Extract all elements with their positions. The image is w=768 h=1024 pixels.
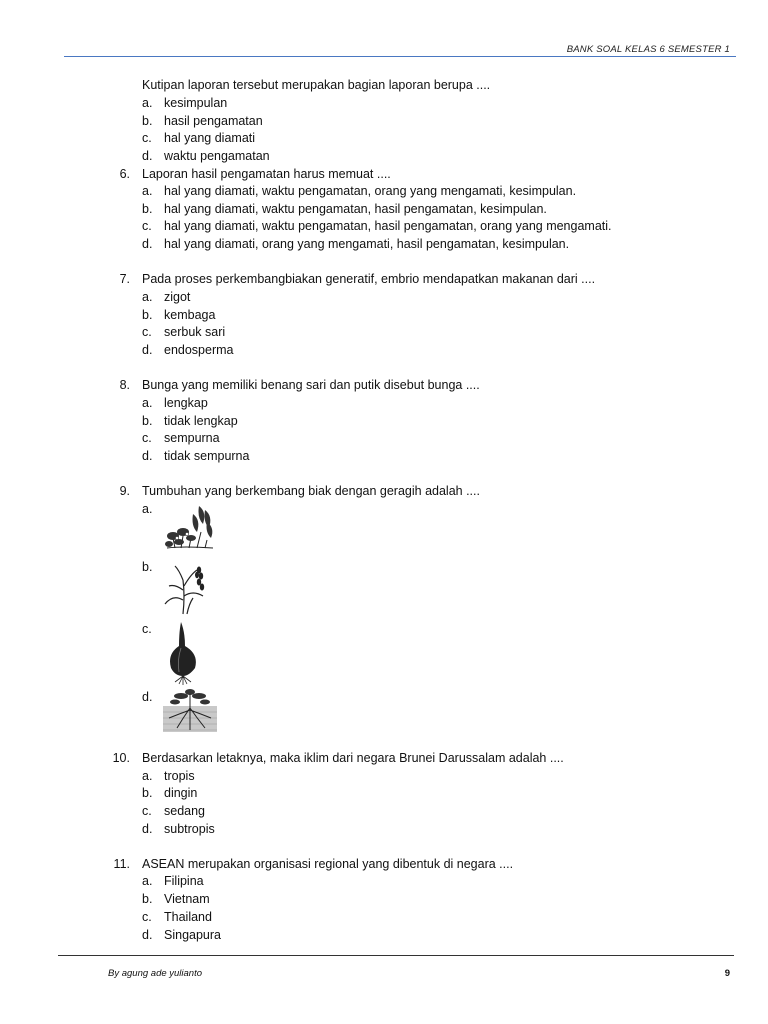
- intro-option-d: waktu pengamatan: [164, 149, 270, 163]
- intro-option-a: kesimpulan: [164, 96, 228, 110]
- question-6-option-c: hal yang diamati, waktu pengamatan, hasil pengamatan, orang yang mengamati.: [164, 219, 612, 233]
- question-8-option-d: tidak sempurna: [164, 449, 250, 463]
- question-9-number: 9.: [119, 484, 130, 498]
- footer-author: By agung ade yulianto: [108, 968, 203, 979]
- question-10-text: Berdasarkan letaknya, maka iklim dari negara Brunei Darussalam adalah ....: [142, 751, 564, 765]
- question-6-option-d-letter: d.: [142, 237, 153, 251]
- question-10-option-d: subtropis: [164, 822, 215, 836]
- question-6-option-b-letter: b.: [142, 202, 153, 216]
- question-11-text: ASEAN merupakan organisasi regional yang dibentuk di negara ....: [142, 857, 514, 871]
- question-10-option-d-letter: d.: [142, 822, 153, 836]
- question-6-option-b: hal yang diamati, waktu pengamatan, hasil pengamatan, kesimpulan.: [164, 202, 547, 216]
- page-number: 9: [724, 968, 730, 979]
- question-8-option-c-letter: c.: [142, 431, 152, 445]
- intro-option-c-letter: c.: [142, 131, 152, 145]
- question-8-number: 8.: [119, 378, 130, 392]
- header-divider: [64, 56, 736, 57]
- question-10-option-b-letter: b.: [142, 786, 153, 800]
- question-10-option-a: tropis: [164, 769, 195, 783]
- question-6-option-a-letter: a.: [142, 184, 153, 198]
- question-7-option-b: kembaga: [164, 308, 216, 322]
- question-10-option-b: dingin: [164, 786, 198, 800]
- question-8-option-a-letter: a.: [142, 396, 153, 410]
- question-9-option-b-letter: b.: [142, 560, 153, 574]
- onion-bulb-icon: [163, 620, 203, 686]
- question-11-option-c-letter: c.: [142, 910, 152, 924]
- intro-option-b: hasil pengamatan: [164, 114, 263, 128]
- rice-plant-icon: [163, 560, 209, 616]
- intro-option-b-letter: b.: [142, 114, 153, 128]
- question-11-option-b: Vietnam: [164, 892, 210, 906]
- question-7-option-a: zigot: [164, 290, 191, 304]
- question-6-number: 6.: [119, 167, 130, 181]
- question-7-number: 7.: [119, 272, 130, 286]
- question-10-option-c: sedang: [164, 804, 206, 818]
- seedling-roots-icon: [163, 688, 217, 732]
- question-11-option-d: Singapura: [164, 928, 221, 942]
- question-9-option-c-letter: c.: [142, 622, 152, 636]
- question-10-option-a-letter: a.: [142, 769, 153, 783]
- question-7-option-d: endosperma: [164, 343, 234, 357]
- intro-text: Kutipan laporan tersebut merupakan bagian laporan berupa ....: [142, 78, 491, 92]
- question-8-option-a: lengkap: [164, 396, 208, 410]
- question-9-option-d-letter: d.: [142, 690, 153, 704]
- question-10-option-c-letter: c.: [142, 804, 152, 818]
- question-11-option-c: Thailand: [164, 910, 212, 924]
- question-6-text: Laporan hasil pengamatan harus memuat ....: [142, 167, 391, 181]
- question-11-option-a: Filipina: [164, 874, 204, 888]
- question-9-option-a-letter: a.: [142, 502, 153, 516]
- question-7-text: Pada proses perkembangbiakan generatif, embrio mendapatkan makanan dari ....: [142, 272, 596, 286]
- strawberry-plant-icon: [163, 502, 217, 554]
- question-11-option-a-letter: a.: [142, 874, 153, 888]
- intro-option-a-letter: a.: [142, 96, 153, 110]
- question-7-option-c: serbuk sari: [164, 325, 226, 339]
- question-8-option-b-letter: b.: [142, 414, 153, 428]
- question-10-number: 10.: [112, 751, 130, 765]
- question-7-option-a-letter: a.: [142, 290, 153, 304]
- question-8-option-b: tidak lengkap: [164, 414, 238, 428]
- question-11-option-d-letter: d.: [142, 928, 153, 942]
- question-7-option-d-letter: d.: [142, 343, 153, 357]
- question-9-text: Tumbuhan yang berkembang biak dengan geragih adalah ....: [142, 484, 480, 498]
- question-7-option-c-letter: c.: [142, 325, 152, 339]
- question-6-option-d: hal yang diamati, orang yang mengamati, hasil pengamatan, kesimpulan.: [164, 237, 570, 251]
- footer-divider: [58, 955, 734, 956]
- question-11-number: 11.: [113, 857, 130, 871]
- page-header-title: BANK SOAL KELAS 6 SEMESTER 1: [566, 44, 730, 55]
- intro-option-d-letter: d.: [142, 149, 153, 163]
- intro-option-c: hal yang diamati: [164, 131, 256, 145]
- question-8-option-d-letter: d.: [142, 449, 153, 463]
- question-11-option-b-letter: b.: [142, 892, 153, 906]
- question-8-text: Bunga yang memiliki benang sari dan putik disebut bunga ....: [142, 378, 480, 392]
- question-8-option-c: sempurna: [164, 431, 220, 445]
- question-6-option-a: hal yang diamati, waktu pengamatan, orang yang mengamati, kesimpulan.: [164, 184, 577, 198]
- question-6-option-c-letter: c.: [142, 219, 152, 233]
- question-7-option-b-letter: b.: [142, 308, 153, 322]
